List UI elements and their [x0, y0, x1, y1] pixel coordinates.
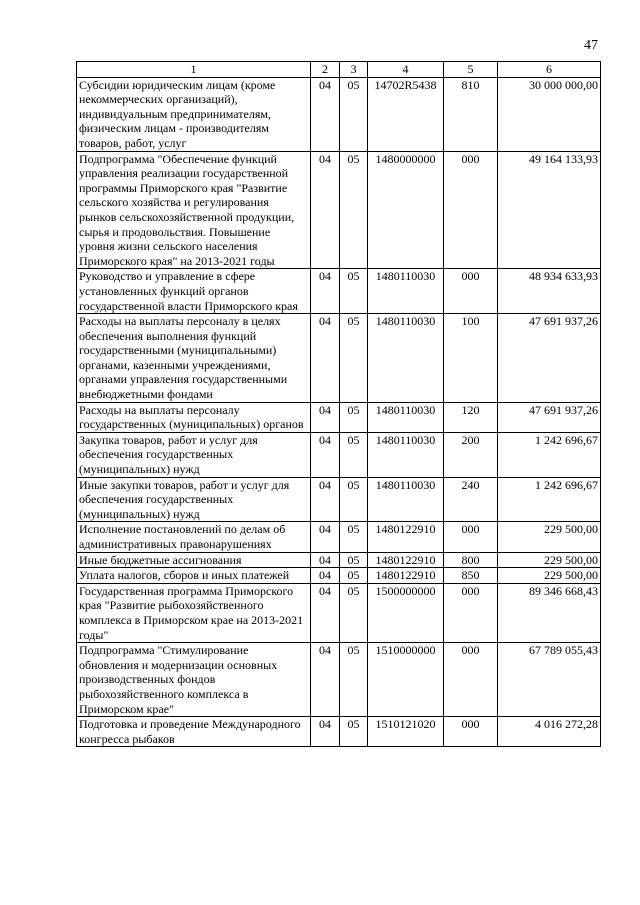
row-name: Расходы на выплаты персоналу в целях обеспечения выполнения функций государственными (муниципальными) органами, казенными учреждениями, органами управления государственными внебюджетными фондами — [77, 314, 311, 403]
row-name: Иные закупки товаров, работ и услуг для обеспечения государственных (муниципальных) нужд — [77, 477, 311, 522]
table-row — [77, 314, 601, 403]
row-section: 04 — [311, 552, 340, 568]
row-name: Субсидии юридическим лицам (кроме некоммерческих организаций), индивидуальным предпринимателям, физическим лицам - производителям товаров, работ, услуг — [77, 77, 311, 151]
row-amount: 30 000 000,00 — [498, 77, 601, 151]
row-expense-type: 000 — [444, 717, 498, 747]
row-target-code: 1510121020 — [368, 717, 444, 747]
row-subsection: 05 — [340, 583, 368, 642]
header-row — [77, 62, 601, 78]
row-expense-type: 850 — [444, 568, 498, 584]
row-name: Государственная программа Приморского края "Развитие рыбохозяйственного комплекса в Приморском крае на 2013-2021 годы" — [77, 583, 311, 642]
row-section: 04 — [311, 477, 340, 522]
row-section: 04 — [311, 314, 340, 403]
table-row — [77, 269, 601, 314]
row-expense-type: 000 — [444, 522, 498, 552]
row-subsection: 05 — [340, 402, 368, 432]
table-row — [77, 151, 601, 269]
row-expense-type: 800 — [444, 552, 498, 568]
row-section: 04 — [311, 717, 340, 747]
row-subsection: 05 — [340, 717, 368, 747]
row-section: 04 — [311, 583, 340, 642]
row-section: 04 — [311, 269, 340, 314]
row-amount: 229 500,00 — [498, 568, 601, 584]
row-subsection: 05 — [340, 477, 368, 522]
row-target-code: 1480110030 — [368, 402, 444, 432]
row-subsection: 05 — [340, 552, 368, 568]
row-amount: 47 691 937,26 — [498, 314, 601, 403]
row-amount: 4 016 272,28 — [498, 717, 601, 747]
table-row — [77, 552, 601, 568]
row-amount: 1 242 696,67 — [498, 432, 601, 477]
row-expense-type: 000 — [444, 269, 498, 314]
table-row — [77, 432, 601, 477]
row-name: Закупка товаров, работ и услуг для обеспечения государственных (муниципальных) нужд — [77, 432, 311, 477]
table-row — [77, 402, 601, 432]
row-expense-type: 000 — [444, 643, 498, 717]
row-target-code: 1480122910 — [368, 522, 444, 552]
row-target-code: 1480122910 — [368, 552, 444, 568]
row-section: 04 — [311, 402, 340, 432]
row-section: 04 — [311, 643, 340, 717]
header-cell-4: 4 — [368, 62, 444, 78]
row-target-code: 1480110030 — [368, 269, 444, 314]
row-name: Исполнение постановлений по делам об административных правонарушениях — [77, 522, 311, 552]
row-name: Уплата налогов, сборов и иных платежей — [77, 568, 311, 584]
row-subsection: 05 — [340, 432, 368, 477]
row-amount: 47 691 937,26 — [498, 402, 601, 432]
row-subsection: 05 — [340, 77, 368, 151]
budget-table — [76, 61, 601, 747]
row-amount: 1 242 696,67 — [498, 477, 601, 522]
row-target-code: 1480000000 — [368, 151, 444, 269]
row-section: 04 — [311, 432, 340, 477]
row-name: Подготовка и проведение Международного конгресса рыбаков — [77, 717, 311, 747]
row-amount: 48 934 633,93 — [498, 269, 601, 314]
row-target-code: 14702R5438 — [368, 77, 444, 151]
row-expense-type: 000 — [444, 151, 498, 269]
table-row — [77, 643, 601, 717]
row-subsection: 05 — [340, 269, 368, 314]
row-section: 04 — [311, 77, 340, 151]
row-amount: 67 789 055,43 — [498, 643, 601, 717]
row-expense-type: 240 — [444, 477, 498, 522]
row-section: 04 — [311, 522, 340, 552]
header-cell-6: 6 — [498, 62, 601, 78]
row-name: Руководство и управление в сфере установленных функций органов государственной власти Приморского края — [77, 269, 311, 314]
row-amount: 49 164 133,93 — [498, 151, 601, 269]
row-expense-type: 100 — [444, 314, 498, 403]
row-target-code: 1480110030 — [368, 314, 444, 403]
row-subsection: 05 — [340, 568, 368, 584]
row-name: Подпрограмма "Стимулирование обновления и модернизации основных производственных фондов рыбохозяйственного комплекса в Приморском крае" — [77, 643, 311, 717]
row-expense-type: 810 — [444, 77, 498, 151]
row-amount: 229 500,00 — [498, 522, 601, 552]
table-row — [77, 77, 601, 151]
table-row — [77, 477, 601, 522]
row-amount: 89 346 668,43 — [498, 583, 601, 642]
row-target-code: 1480110030 — [368, 477, 444, 522]
header-cell-1: 1 — [77, 62, 311, 78]
row-subsection: 05 — [340, 643, 368, 717]
header-cell-5: 5 — [444, 62, 498, 78]
row-section: 04 — [311, 568, 340, 584]
row-name: Иные бюджетные ассигнования — [77, 552, 311, 568]
table-row — [77, 717, 601, 747]
row-expense-type: 000 — [444, 583, 498, 642]
row-subsection: 05 — [340, 522, 368, 552]
row-expense-type: 200 — [444, 432, 498, 477]
page-number: 47 — [584, 38, 598, 53]
table-row — [77, 583, 601, 642]
row-amount: 229 500,00 — [498, 552, 601, 568]
header-cell-2: 2 — [311, 62, 340, 78]
row-target-code: 1500000000 — [368, 583, 444, 642]
table-row — [77, 522, 601, 552]
row-target-code: 1480110030 — [368, 432, 444, 477]
row-target-code: 1480122910 — [368, 568, 444, 584]
row-name: Расходы на выплаты персоналу государственных (муниципальных) органов — [77, 402, 311, 432]
row-name: Подпрограмма "Обеспечение функций управления реализации государственной программы Приморского края "Развитие сельского хозяйства и регулирования рынков сельскохозяйственной продукции, сырья и продовольствия. Повышение уровня жизни сельского населения Приморского края" на 2013-2021 годы — [77, 151, 311, 269]
header-cell-3: 3 — [340, 62, 368, 78]
row-subsection: 05 — [340, 151, 368, 269]
row-subsection: 05 — [340, 314, 368, 403]
table-row — [77, 568, 601, 584]
row-target-code: 1510000000 — [368, 643, 444, 717]
row-expense-type: 120 — [444, 402, 498, 432]
row-section: 04 — [311, 151, 340, 269]
